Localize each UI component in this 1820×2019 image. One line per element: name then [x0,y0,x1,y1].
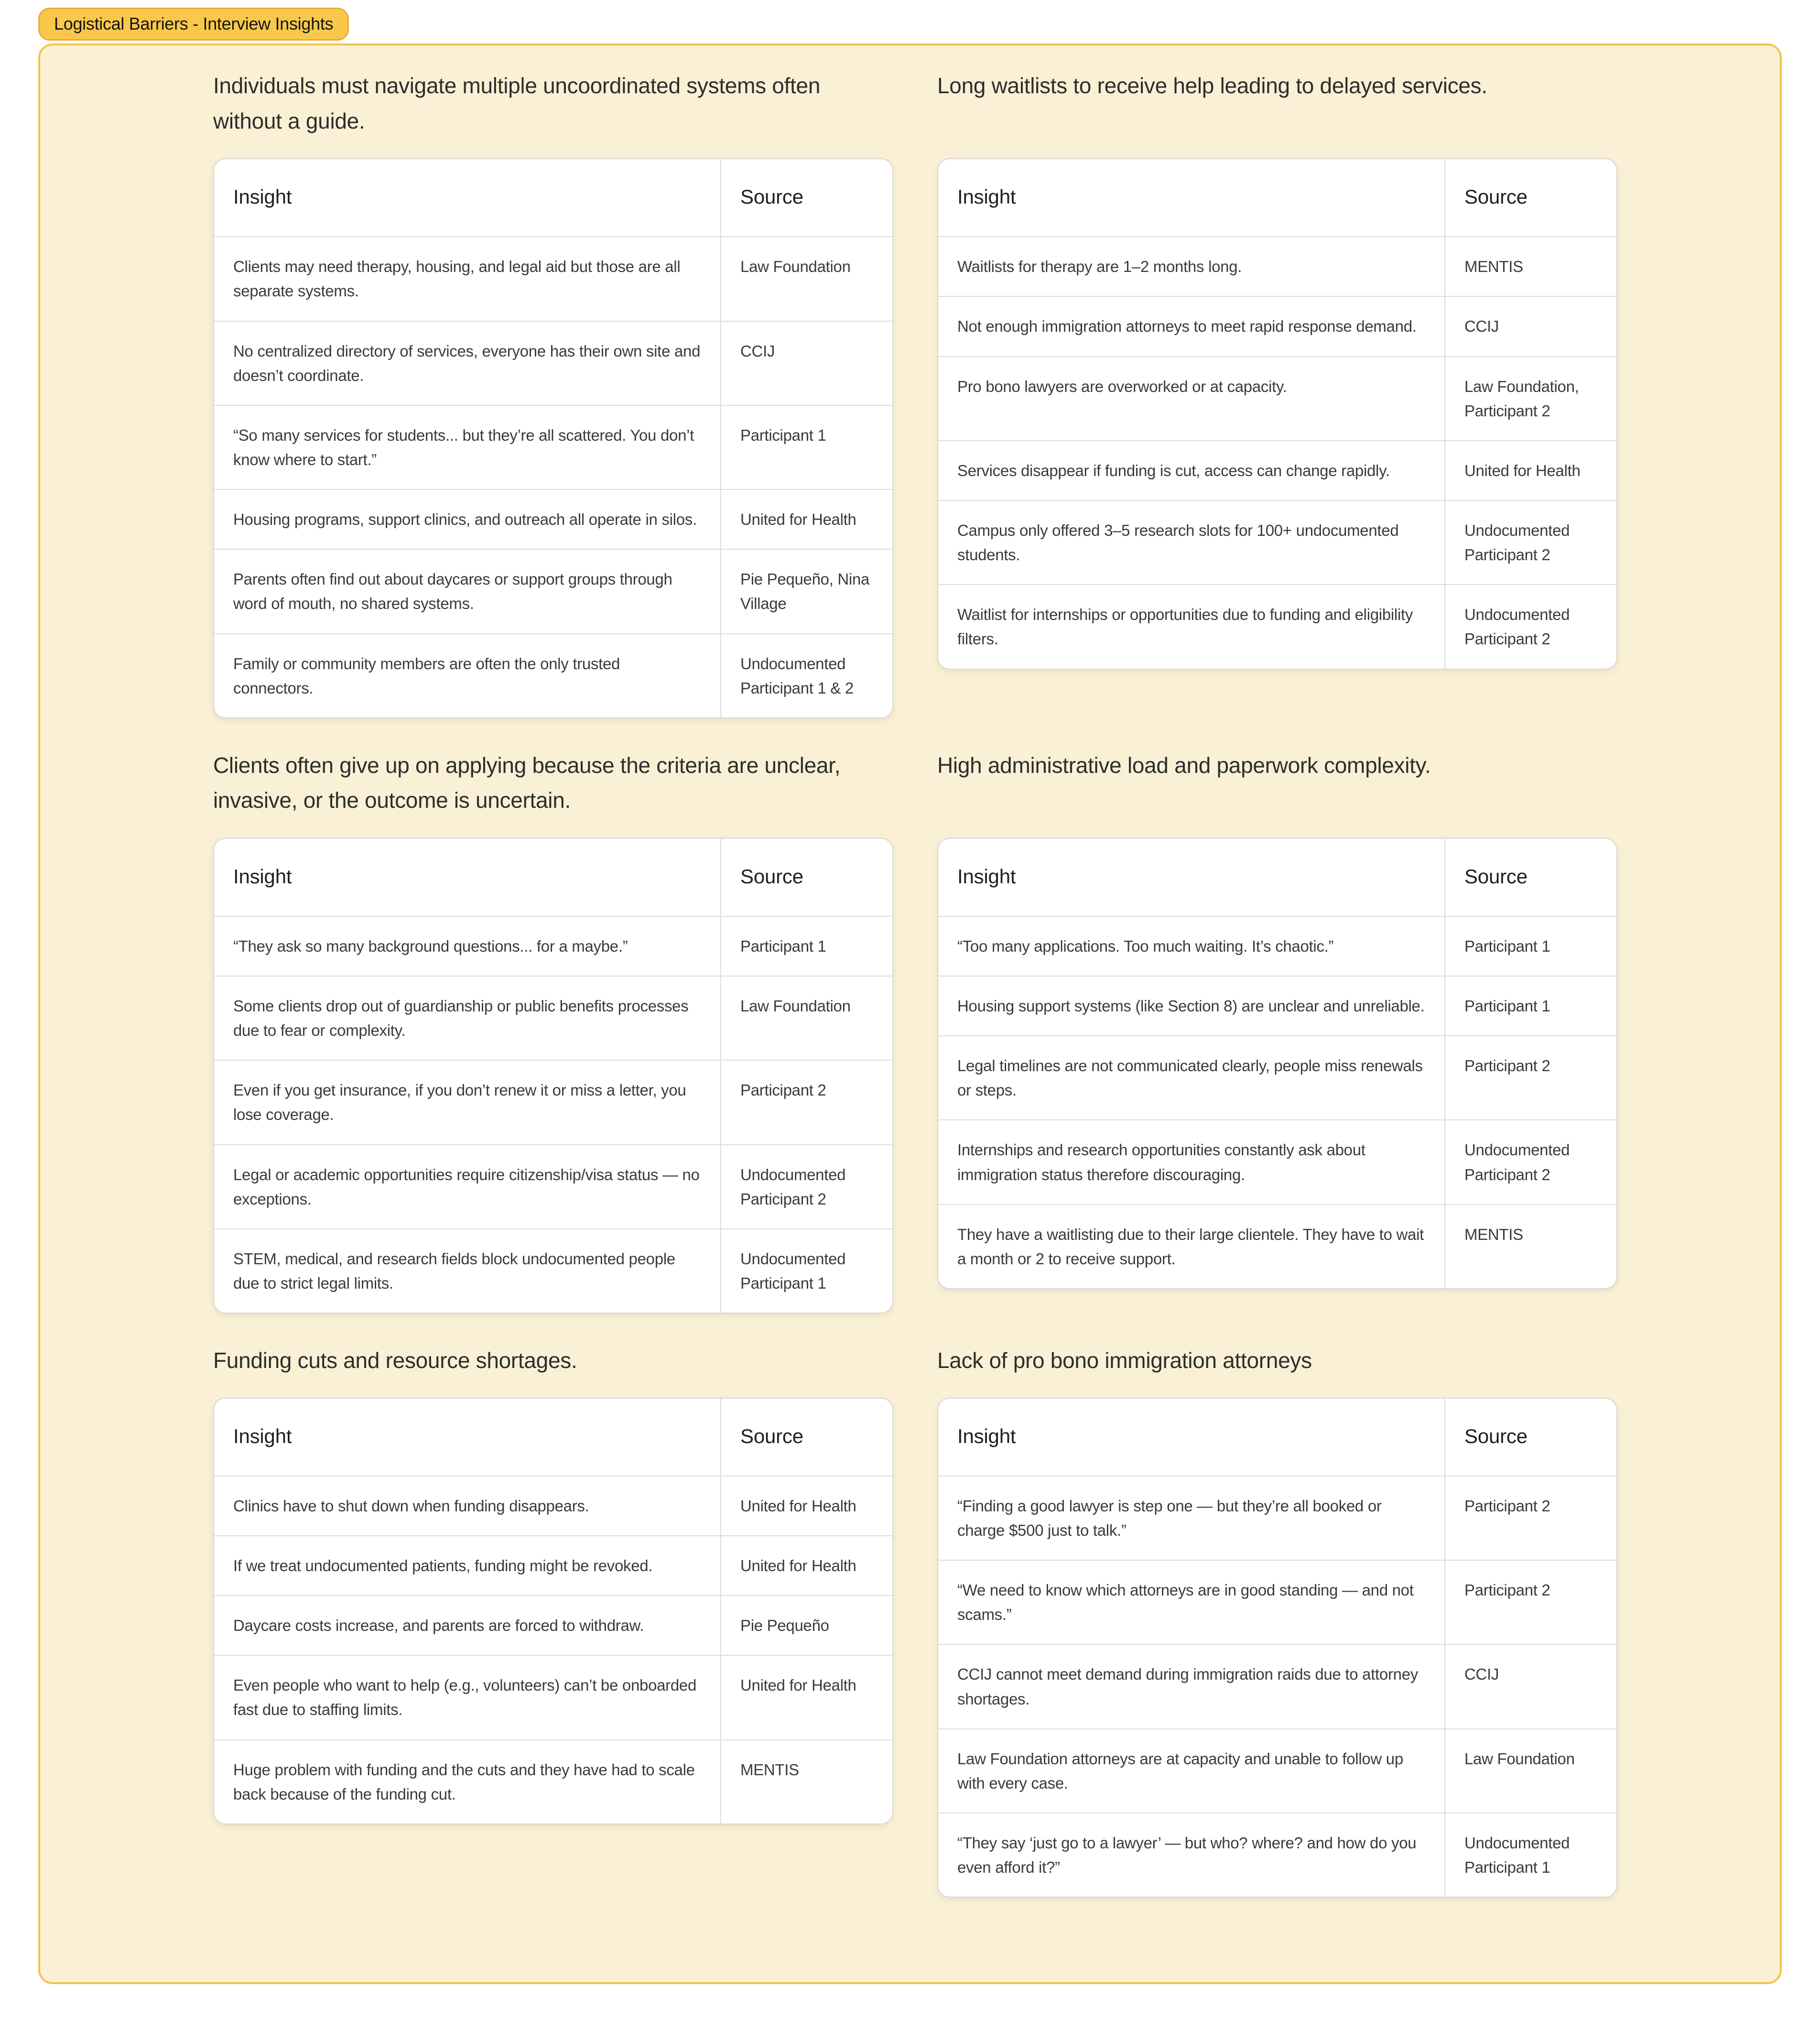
insight-cell: Services disappear if funding is cut, access can change rapidly. [957,461,1390,479]
table-row [938,296,1616,356]
table-header-row [214,159,892,236]
source-cell: Law Foundation [720,977,892,1060]
source-cell: Undocumented Participant 1 & 2 [720,634,892,717]
table-row [938,976,1616,1035]
source-cell: United for Health [1444,441,1616,500]
insight-cell: “They say ‘just go to a lawyer’ — but who? where? and how do you even afford it?” [957,1834,1417,1877]
insight-cell: Clients may need therapy, housing, and legal aid but those are all separate systems. [233,258,681,300]
insight-cell: Pro bono lawyers are overworked or at capacity. [957,377,1287,395]
insight-cell: Huge problem with funding and the cuts and they have had to scale back because of the funding cut. [233,1760,695,1803]
table-row [938,1560,1616,1644]
table-row [214,633,892,717]
column-header-insight: Insight [957,1424,1016,1447]
insight-cell: Campus only offered 3–5 research slots for 100+ undocumented students. [957,521,1399,564]
source-cell: MENTIS [1444,237,1616,296]
source-cell: Participant 2 [1444,1036,1616,1119]
insight-cell: Waitlist for internships or opportunities due to funding and eligibility filters. [957,606,1413,648]
source-cell: CCIJ [720,322,892,405]
insight-cell: Legal timelines are not communicated clearly, people miss renewals or steps. [957,1057,1423,1099]
column-header-source: Source [720,839,892,916]
column-header-source: Source [1444,159,1616,236]
insight-cell: “So many services for students... but they’re all scattered. You don’t know where to start.” [233,426,694,468]
table-row [214,1476,892,1535]
column-header-source: Source [720,159,892,236]
section-admin-load [937,748,1617,1289]
insight-table [937,838,1617,1289]
table-row [214,1595,892,1655]
insight-cell: Daycare costs increase, and parents are forced to withdraw. [233,1617,644,1635]
table-row [938,916,1616,976]
section-heading: Clients often give up on applying because the criteria are unclear, invasive, or the outcome is uncertain. [213,752,841,813]
column-header-insight: Insight [957,185,1016,208]
insight-cell: “They ask so many background questions... for a maybe.” [233,937,628,955]
table-row [214,321,892,405]
insight-cell: Housing programs, support clinics, and outreach all operate in silos. [233,510,697,529]
source-cell: United for Health [720,1656,892,1739]
insight-cell: Not enough immigration attorneys to meet rapid response demand. [957,317,1417,336]
table-header-row [938,839,1616,916]
table-row [938,500,1616,584]
source-cell: United for Health [720,490,892,549]
source-cell: Law Foundation [1444,1729,1616,1813]
table-row [214,1739,892,1824]
source-cell: Pie Pequeño [720,1596,892,1655]
insight-cell: Housing support systems (like Section 8) are unclear and unreliable. [957,997,1425,1015]
source-cell: Pie Pequeño, Nina Village [720,550,892,633]
source-cell: Participant 1 [1444,917,1616,976]
board-section-tag-label: Logistical Barriers - Interview Insights [54,14,334,33]
insight-cell: CCIJ cannot meet demand during immigration raids due to attorney shortages. [957,1665,1418,1708]
insight-cell: Even if you get insurance, if you don’t renew it or miss a letter, you lose coverage. [233,1081,686,1124]
insight-cell: “Too many applications. Too much waiting. It’s chaotic.” [957,937,1334,955]
source-cell: Participant 2 [720,1061,892,1144]
insight-cell: No centralized directory of services, everyone has their own site and doesn’t coordinate. [233,342,701,384]
section-give-up-applying [213,748,893,1313]
section-heading: Long waitlists to receive help leading to delayed services. [937,73,1487,98]
table-row [938,1476,1616,1560]
source-cell: Undocumented Participant 1 [1444,1813,1616,1897]
insight-cell: They have a waitlisting due to their large clientele. They have to wait a month or 2 to receive support. [957,1225,1424,1268]
source-cell: Undocumented Participant 2 [720,1145,892,1228]
board-section-tag[interactable] [38,8,349,41]
section-uncoordinated-systems [213,68,893,718]
table-row [214,1060,892,1144]
source-cell: CCIJ [1444,1645,1616,1728]
source-cell: Participant 1 [1444,977,1616,1035]
insight-cell: If we treat undocumented patients, funding might be revoked. [233,1557,653,1575]
insight-cell: Family or community members are often the only trusted connectors. [233,654,620,697]
section-funding-cuts [213,1343,893,1824]
section-heading: Individuals must navigate multiple uncoordinated systems often without a guide. [213,73,821,133]
insight-cell: “We need to know which attorneys are in good standing — and not scams.” [957,1581,1414,1624]
source-cell: Participant 1 [720,406,892,489]
table-row [214,1144,892,1228]
table-row [214,1535,892,1595]
source-cell: Law Foundation, Participant 2 [1444,357,1616,440]
table-row [214,236,892,320]
source-cell: Undocumented Participant 2 [1444,585,1616,668]
column-header-insight: Insight [957,865,1016,888]
column-header-source: Source [1444,839,1616,916]
table-header-row [938,1399,1616,1476]
insight-table [937,158,1617,669]
table-row [214,489,892,549]
table-row [938,1035,1616,1119]
insight-cell: Legal or academic opportunities require citizenship/visa status — no exceptions. [233,1165,700,1208]
source-cell: Law Foundation [720,237,892,320]
insight-table [937,1398,1617,1898]
section-heading: Lack of pro bono immigration attorneys [937,1348,1312,1373]
table-row [938,1204,1616,1288]
section-heading: Funding cuts and resource shortages. [213,1348,577,1373]
column-header-source: Source [720,1399,892,1476]
table-row [938,440,1616,500]
insight-cell: Clinics have to shut down when funding disappears. [233,1497,589,1515]
table-row [938,356,1616,440]
column-header-insight: Insight [233,185,292,208]
insight-cell: Internships and research opportunities constantly ask about immigration status therefore discouraging. [957,1141,1365,1183]
insight-table [213,1398,893,1824]
section-heading: High administrative load and paperwork complexity. [937,752,1431,778]
insight-cell: Law Foundation attorneys are at capacity and unable to follow up with every case. [957,1749,1403,1792]
insight-cell: Some clients drop out of guardianship or public benefits processes due to fear or complexity. [233,997,689,1040]
source-cell: United for Health [720,1536,892,1595]
column-header-insight: Insight [233,1424,292,1447]
source-cell: Participant 1 [720,917,892,976]
table-header-row [214,839,892,916]
table-row [938,1728,1616,1813]
source-cell: United for Health [720,1476,892,1535]
insight-table [213,838,893,1313]
insights-panel [38,43,1782,1984]
source-cell: Undocumented Participant 2 [1444,1120,1616,1204]
section-long-waitlists [937,68,1617,669]
table-header-row [214,1399,892,1476]
sections-grid [213,68,1617,1898]
insight-cell: “Finding a good lawyer is step one — but they’re all booked or charge $500 just to talk.” [957,1497,1382,1540]
table-row [938,236,1616,296]
source-cell: MENTIS [720,1740,892,1824]
table-row [938,1119,1616,1204]
table-row [214,405,892,489]
column-header-insight: Insight [233,865,292,888]
source-cell: MENTIS [1444,1205,1616,1288]
table-row [938,584,1616,668]
insight-cell: Waitlists for therapy are 1–2 months long. [957,258,1242,276]
table-row [214,1655,892,1739]
table-row [938,1813,1616,1897]
table-row [938,1644,1616,1728]
insight-cell: Parents often find out about daycares or support groups through word of mouth, no shared systems. [233,570,672,613]
table-row [214,1228,892,1313]
section-lack-pro-bono-attorneys [937,1343,1617,1898]
table-row [214,549,892,633]
insight-cell: STEM, medical, and research fields block undocumented people due to strict legal limits. [233,1249,675,1292]
source-cell: Participant 2 [1444,1476,1616,1560]
insight-table [213,158,893,718]
table-row [214,916,892,976]
insight-cell: Even people who want to help (e.g., volunteers) can’t be onboarded fast due to staffing limits. [233,1676,697,1719]
table-row [214,976,892,1060]
source-cell: Participant 2 [1444,1561,1616,1644]
source-cell: Undocumented Participant 1 [720,1229,892,1313]
source-cell: Undocumented Participant 2 [1444,501,1616,584]
column-header-source: Source [1444,1399,1616,1476]
source-cell: CCIJ [1444,297,1616,356]
table-header-row [938,159,1616,236]
